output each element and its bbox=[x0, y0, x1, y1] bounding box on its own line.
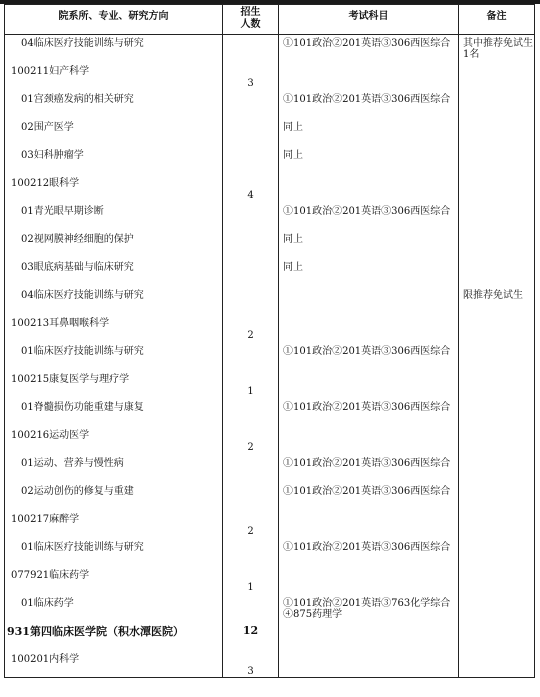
remarks-cell-text bbox=[459, 91, 534, 94]
remarks-cell-text bbox=[459, 175, 534, 178]
table-row bbox=[5, 595, 535, 623]
program-cell bbox=[5, 399, 223, 427]
exam-subjects-cell bbox=[279, 203, 459, 231]
enrollment-count-cell-text bbox=[223, 343, 278, 358]
program-cell bbox=[5, 259, 223, 287]
table-row bbox=[5, 455, 535, 483]
table-row bbox=[5, 427, 535, 455]
table-row bbox=[5, 483, 535, 511]
program-cell bbox=[5, 35, 223, 64]
table-row bbox=[5, 623, 535, 651]
program-cell bbox=[5, 511, 223, 539]
program-cell bbox=[5, 623, 223, 651]
enrollment-count-cell-text bbox=[223, 259, 278, 274]
exam-subjects-cell-text bbox=[279, 315, 458, 318]
remarks-cell bbox=[459, 371, 535, 399]
program-cell bbox=[5, 427, 223, 455]
exam-subjects-cell-text: 同上 bbox=[283, 150, 303, 161]
exam-subjects-cell-text bbox=[279, 567, 458, 570]
remarks-cell bbox=[459, 455, 535, 483]
enrollment-count-cell-text: 4 bbox=[247, 190, 254, 201]
exam-subjects-cell-text bbox=[279, 175, 458, 178]
exam-subjects-cell bbox=[279, 119, 459, 147]
remarks-cell bbox=[459, 175, 535, 203]
program-cell-text: 01青光眼早期诊断 bbox=[21, 206, 104, 217]
enrollment-count-cell bbox=[223, 35, 279, 64]
remarks-cell-text bbox=[459, 119, 534, 122]
enrollment-count-cell bbox=[223, 203, 279, 231]
enrollment-count-cell bbox=[223, 595, 279, 623]
program-cell-text: 931第四临床医学院（积水潭医院） bbox=[7, 625, 184, 638]
enrollment-count-cell bbox=[223, 651, 279, 678]
exam-subjects-cell-text: ①101政治②201英语③306西医综合 bbox=[283, 206, 451, 217]
exam-subjects-cell bbox=[279, 231, 459, 259]
remarks-cell bbox=[459, 119, 535, 147]
table-row bbox=[5, 203, 535, 231]
table-row bbox=[5, 287, 535, 315]
remarks-cell-text bbox=[459, 595, 534, 598]
header-exam-subjects: 考试科目 bbox=[279, 5, 459, 35]
enrollment-count-cell bbox=[223, 623, 279, 651]
remarks-cell bbox=[459, 91, 535, 119]
exam-subjects-cell-text: ①101政治②201英语③306西医综合 bbox=[283, 402, 451, 413]
enrollment-count-cell-text bbox=[223, 203, 278, 218]
enrollment-count-cell-text bbox=[223, 35, 278, 50]
exam-subjects-cell bbox=[279, 399, 459, 427]
exam-subjects-cell bbox=[279, 63, 459, 91]
program-cell bbox=[5, 63, 223, 91]
remarks-cell bbox=[459, 315, 535, 343]
enrollment-count-cell-text: 2 bbox=[247, 442, 254, 453]
table-row bbox=[5, 91, 535, 119]
admissions-table bbox=[4, 4, 535, 678]
program-cell-text: 01临床医疗技能训练与研究 bbox=[21, 542, 144, 553]
remarks-cell-text bbox=[459, 651, 534, 654]
enrollment-count-cell bbox=[223, 511, 279, 539]
program-cell bbox=[5, 371, 223, 399]
table-header bbox=[5, 5, 535, 35]
exam-subjects-cell bbox=[279, 343, 459, 371]
remarks-cell bbox=[459, 651, 535, 678]
enrollment-count-cell-text bbox=[223, 231, 278, 246]
remarks-cell-text bbox=[459, 399, 534, 402]
program-cell bbox=[5, 539, 223, 567]
exam-subjects-cell bbox=[279, 147, 459, 175]
remarks-cell bbox=[459, 511, 535, 539]
program-cell-text: 03妇科肿瘤学 bbox=[21, 150, 84, 161]
exam-subjects-cell-text: ①101政治②201英语③306西医综合 bbox=[283, 458, 451, 469]
remarks-cell bbox=[459, 231, 535, 259]
exam-subjects-cell bbox=[279, 259, 459, 287]
exam-subjects-cell-text bbox=[279, 427, 458, 430]
program-cell-text: 077921临床药学 bbox=[11, 570, 90, 581]
enrollment-count-cell bbox=[223, 483, 279, 511]
exam-subjects-cell-text bbox=[279, 287, 458, 290]
table-body bbox=[5, 35, 535, 678]
remarks-cell-text bbox=[459, 343, 534, 346]
table-row bbox=[5, 175, 535, 203]
program-cell-text: 100213耳鼻咽喉科学 bbox=[11, 318, 110, 329]
enrollment-count-cell bbox=[223, 63, 279, 91]
enrollment-count-cell bbox=[223, 455, 279, 483]
remarks-cell-text bbox=[459, 455, 534, 458]
table-row bbox=[5, 567, 535, 595]
remarks-cell bbox=[459, 567, 535, 595]
enrollment-count-cell bbox=[223, 315, 279, 343]
exam-subjects-cell bbox=[279, 483, 459, 511]
program-cell-text: 01临床医疗技能训练与研究 bbox=[21, 346, 144, 357]
enrollment-count-cell bbox=[223, 399, 279, 427]
program-cell-text: 04临床医疗技能训练与研究 bbox=[21, 290, 144, 301]
program-cell bbox=[5, 203, 223, 231]
exam-subjects-cell-text: ①101政治②201英语③306西医综合 bbox=[283, 346, 451, 357]
program-cell bbox=[5, 119, 223, 147]
remarks-cell-text bbox=[459, 511, 534, 514]
table-row bbox=[5, 343, 535, 371]
program-cell bbox=[5, 147, 223, 175]
table-row bbox=[5, 259, 535, 287]
exam-subjects-cell bbox=[279, 35, 459, 64]
enrollment-count-cell bbox=[223, 567, 279, 595]
header-enrollment: 招生 人数 bbox=[223, 5, 279, 35]
program-cell bbox=[5, 343, 223, 371]
remarks-cell-text bbox=[459, 483, 534, 486]
program-cell-text: 01临床药学 bbox=[21, 598, 74, 609]
enrollment-count-cell-text: 3 bbox=[247, 78, 254, 89]
enrollment-count-cell-text bbox=[223, 539, 278, 554]
enrollment-count-cell bbox=[223, 259, 279, 287]
enrollment-count-cell-text: 12 bbox=[242, 624, 259, 637]
remarks-cell bbox=[459, 539, 535, 567]
remarks-cell bbox=[459, 35, 535, 64]
remarks-cell-text bbox=[459, 203, 534, 206]
remarks-cell bbox=[459, 259, 535, 287]
enrollment-count-cell-text bbox=[223, 595, 278, 610]
enrollment-count-cell bbox=[223, 539, 279, 567]
remarks-cell bbox=[459, 399, 535, 427]
remarks-cell-text bbox=[459, 231, 534, 234]
program-cell bbox=[5, 567, 223, 595]
program-cell-text: 100211妇产科学 bbox=[11, 66, 90, 77]
exam-subjects-cell bbox=[279, 175, 459, 203]
remarks-cell-text bbox=[459, 315, 534, 318]
remarks-cell bbox=[459, 343, 535, 371]
table-row bbox=[5, 147, 535, 175]
exam-subjects-cell-text: ①101政治②201英语③306西医综合 bbox=[283, 542, 451, 553]
program-cell bbox=[5, 651, 223, 678]
program-cell-text: 04临床医疗技能训练与研究 bbox=[21, 38, 144, 49]
remarks-cell bbox=[459, 483, 535, 511]
enrollment-count-cell bbox=[223, 91, 279, 119]
enrollment-count-cell-text: 3 bbox=[247, 666, 254, 677]
enrollment-count-cell-text: 2 bbox=[247, 330, 254, 341]
remarks-cell-text bbox=[459, 567, 534, 570]
exam-subjects-cell-text bbox=[279, 651, 458, 654]
enrollment-count-cell bbox=[223, 231, 279, 259]
exam-subjects-cell-text bbox=[279, 623, 458, 626]
exam-subjects-cell-text: 同上 bbox=[283, 234, 303, 245]
table-row bbox=[5, 231, 535, 259]
remarks-cell-text: 限推荐免试生 bbox=[463, 290, 523, 301]
enrollment-count-cell-text bbox=[223, 119, 278, 134]
exam-subjects-cell-text: ①101政治②201英语③306西医综合 bbox=[283, 94, 451, 105]
exam-subjects-cell bbox=[279, 651, 459, 678]
remarks-cell-text bbox=[459, 539, 534, 542]
remarks-cell bbox=[459, 623, 535, 651]
program-cell-text: 02运动创伤的修复与重建 bbox=[21, 486, 134, 497]
program-cell bbox=[5, 483, 223, 511]
remarks-cell-text bbox=[459, 63, 534, 66]
remarks-cell-text bbox=[459, 427, 534, 430]
remarks-cell-text: 其中推荐免试生1名 bbox=[463, 38, 533, 60]
remarks-cell bbox=[459, 595, 535, 623]
program-cell-text: 03眼底病基础与临床研究 bbox=[21, 262, 134, 273]
enrollment-count-cell bbox=[223, 175, 279, 203]
program-cell-text: 01脊髓损伤功能重建与康复 bbox=[21, 402, 144, 413]
exam-subjects-cell-text: ①101政治②201英语③306西医综合 bbox=[283, 38, 451, 49]
header-remarks: 备注 bbox=[459, 5, 535, 35]
table-row bbox=[5, 511, 535, 539]
program-cell-text: 100216运动医学 bbox=[11, 430, 90, 441]
program-cell-text: 100217麻醉学 bbox=[11, 514, 80, 525]
exam-subjects-cell-text: ①101政治②201英语③763化学综合④875药理学 bbox=[283, 598, 451, 620]
remarks-cell bbox=[459, 63, 535, 91]
enrollment-count-cell-text bbox=[223, 399, 278, 414]
enrollment-count-cell bbox=[223, 119, 279, 147]
program-cell-text: 02视网膜神经细胞的保护 bbox=[21, 234, 134, 245]
remarks-cell bbox=[459, 427, 535, 455]
program-cell-text: 01宫颈癌发病的相关研究 bbox=[21, 94, 134, 105]
program-cell-text: 100212眼科学 bbox=[11, 178, 80, 189]
remarks-cell-text bbox=[459, 147, 534, 150]
exam-subjects-cell bbox=[279, 623, 459, 651]
table-row bbox=[5, 119, 535, 147]
program-cell bbox=[5, 595, 223, 623]
enrollment-count-cell-text bbox=[223, 287, 278, 302]
header-program: 院系所、专业、研究方向 bbox=[5, 5, 223, 35]
enrollment-count-cell-text bbox=[223, 455, 278, 470]
table-row bbox=[5, 371, 535, 399]
enrollment-count-cell bbox=[223, 343, 279, 371]
exam-subjects-cell bbox=[279, 539, 459, 567]
enrollment-count-cell-text bbox=[223, 483, 278, 498]
exam-subjects-cell bbox=[279, 427, 459, 455]
program-cell bbox=[5, 315, 223, 343]
enrollment-count-cell bbox=[223, 371, 279, 399]
table-row bbox=[5, 63, 535, 91]
remarks-cell bbox=[459, 287, 535, 315]
program-cell bbox=[5, 231, 223, 259]
enrollment-count-cell bbox=[223, 427, 279, 455]
remarks-cell bbox=[459, 147, 535, 175]
program-cell bbox=[5, 287, 223, 315]
program-cell-text: 100215康复医学与理疗学 bbox=[11, 374, 130, 385]
enrollment-count-cell-text: 2 bbox=[247, 526, 254, 537]
enrollment-count-cell-text: 1 bbox=[247, 386, 254, 397]
program-cell-text: 01运动、营养与慢性病 bbox=[21, 458, 124, 469]
exam-subjects-cell-text bbox=[279, 371, 458, 374]
program-cell bbox=[5, 91, 223, 119]
remarks-cell bbox=[459, 203, 535, 231]
table-row bbox=[5, 539, 535, 567]
exam-subjects-cell bbox=[279, 287, 459, 315]
program-cell-text: 100201内科学 bbox=[11, 654, 80, 665]
program-cell-text: 02围产医学 bbox=[21, 122, 74, 133]
enrollment-count-cell bbox=[223, 287, 279, 315]
exam-subjects-cell-text: 同上 bbox=[283, 122, 303, 133]
enrollment-count-cell bbox=[223, 147, 279, 175]
remarks-cell-text bbox=[459, 371, 534, 374]
remarks-cell-text bbox=[459, 259, 534, 262]
table-row bbox=[5, 651, 535, 678]
table-row bbox=[5, 35, 535, 64]
enrollment-count-cell-text: 1 bbox=[247, 582, 254, 593]
exam-subjects-cell bbox=[279, 315, 459, 343]
exam-subjects-cell-text: ①101政治②201英语③306西医综合 bbox=[283, 486, 451, 497]
exam-subjects-cell-text bbox=[279, 63, 458, 66]
enrollment-count-cell-text bbox=[223, 91, 278, 106]
table-row bbox=[5, 399, 535, 427]
program-cell bbox=[5, 455, 223, 483]
exam-subjects-cell-text bbox=[279, 511, 458, 514]
table-row bbox=[5, 315, 535, 343]
exam-subjects-cell-text: 同上 bbox=[283, 262, 303, 273]
exam-subjects-cell bbox=[279, 371, 459, 399]
exam-subjects-cell bbox=[279, 567, 459, 595]
enrollment-count-cell-text bbox=[223, 147, 278, 162]
exam-subjects-cell bbox=[279, 91, 459, 119]
exam-subjects-cell bbox=[279, 595, 459, 623]
exam-subjects-cell bbox=[279, 455, 459, 483]
remarks-cell-text bbox=[459, 623, 534, 626]
exam-subjects-cell bbox=[279, 511, 459, 539]
program-cell bbox=[5, 175, 223, 203]
